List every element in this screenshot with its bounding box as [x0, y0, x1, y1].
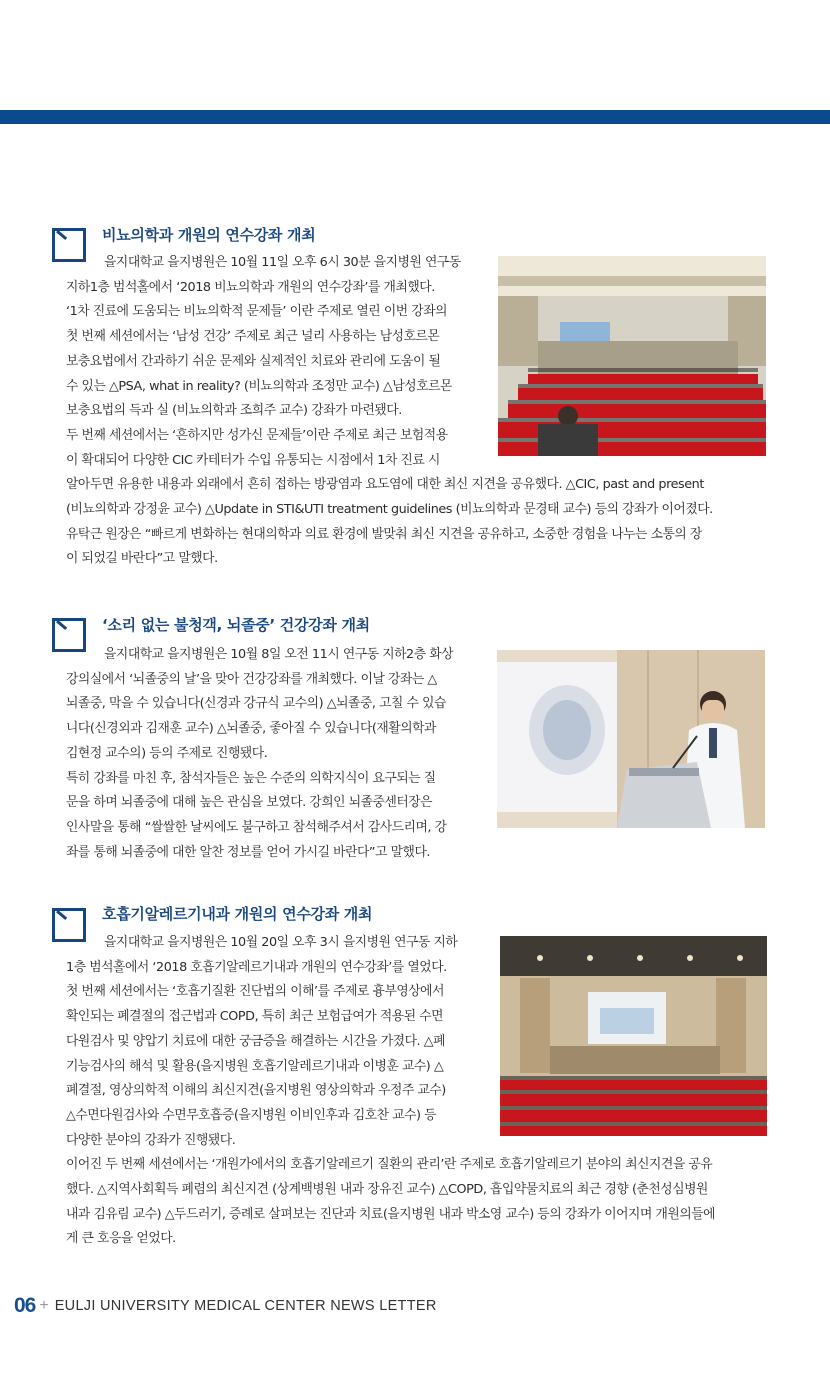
body-line: 이어진 두 번째 세션에서는 ‘개원가에서의 호흡기알레르기 질환의 관리’란 주제로 호흡기알레르기 분야의 최신지견을 공유	[66, 1157, 713, 1173]
body-line: 보충요법의 득과 실 (비뇨의학과 조희주 교수) 강좌가 마련됐다.	[66, 403, 402, 419]
body-line: 이 되었길 바란다”고 말했다.	[66, 551, 218, 567]
body-line: 을지대학교 을지병원은 10월 11일 오후 6시 30분 을지병원 연구동	[104, 255, 461, 270]
body-line: (비뇨의학과 강정윤 교수) △Update in STI&UTI treatment guidelines (비뇨의학과 문경태 교수) 등의 강좌가 이어졌다.	[66, 502, 713, 518]
page-number: 06	[14, 1294, 36, 1317]
body-line: 보충요법에서 간과하기 쉬운 문제와 실제적인 치료와 관리에 도움이 될	[66, 353, 441, 369]
section-title: 호흡기알레르기내과 개원의 연수강좌 개최	[102, 905, 373, 923]
page-footer	[14, 1294, 437, 1318]
body-line: △수면다원검사와 수면무호흡증(을지병원 이비인후과 김호찬 교수) 등	[66, 1107, 437, 1123]
body-line: 다원검사 및 양압기 치료에 대한 궁금증을 해결하는 시간을 가졌다. △폐	[66, 1033, 446, 1049]
body-line: 1층 범석홀에서 ‘2018 호흡기알레르기내과 개원의 연수강좌’를 열었다.	[66, 959, 447, 975]
plus-separator: +	[39, 1297, 49, 1314]
body-line: 좌를 통해 뇌졸중에 대한 알찬 정보를 얻어 가시길 바란다”고 말했다.	[66, 844, 430, 860]
lecturer-photo	[497, 650, 765, 828]
auditorium-photo	[498, 256, 766, 456]
body-line: 게 큰 호응을 얻었다.	[66, 1231, 176, 1247]
body-line: 뇌졸중, 막을 수 있습니다(신경과 강규식 교수의) △뇌졸중, 고칠 수 있습	[66, 696, 446, 712]
body-line: 내과 김유림 교수) △두드러기, 증례로 살펴보는 진단과 치료(을지병원 내과 박소영 교수) 등의 강좌가 이어지며 개원의들에	[66, 1206, 716, 1222]
section-title: 비뇨의학과 개원의 연수강좌 개최	[102, 226, 316, 244]
seminar-hall-photo	[500, 936, 767, 1136]
body-line: 기능검사의 해석 및 활용(을지병원 호흡기알레르기내과 이병훈 교수) △	[66, 1058, 444, 1074]
body-line: 수 있는 △PSA, what in reality? (비뇨의학과 조정만 교수) △남성호르몬	[66, 378, 452, 394]
body-line: 두 번째 세션에서는 ‘흔하지만 성가신 문제들’이란 주제로 최근 보험적용	[66, 427, 448, 443]
body-line: ‘1차 진료에 도움되는 비뇨의학적 문제들’ 이란 주제로 열린 이번 강좌의	[66, 304, 448, 320]
newsletter-title: EULJI UNIVERSITY MEDICAL CENTER NEWS LETTER	[54, 1298, 437, 1314]
body-line: 을지대학교 을지병원은 10월 8일 오전 11시 연구동 지하2층 화상	[104, 647, 454, 662]
body-line: 다양한 분야의 강좌가 진행됐다.	[66, 1132, 236, 1148]
body-line: 이 확대되어 다양한 CIC 카테터가 수입 유통되는 시점에서 1차 진료 시	[66, 452, 440, 468]
body-line: 니다(신경외과 김재훈 교수) △뇌졸중, 좋아질 수 있습니다(재활의학과	[66, 721, 436, 737]
body-line: 확인되는 폐결절의 접근법과 COPD, 특히 최근 보험급여가 적용된 수면	[66, 1009, 444, 1025]
header-accent-bar	[0, 110, 830, 124]
body-line: 폐결절, 영상의학적 이해의 최신지견(을지병원 영상의학과 우정주 교수)	[66, 1083, 446, 1099]
section-title: ‘소리 없는 불청객, 뇌졸중’ 건강강좌 개최	[102, 616, 370, 634]
body-line: 강의실에서 ‘뇌졸중의 날’을 맞아 건강강좌를 개최했다. 이날 강좌는 △	[66, 671, 437, 687]
body-line: 첫 번째 세션에서는 ‘남성 건강’ 주제로 최근 널리 사용하는 남성호르몬	[66, 329, 440, 345]
body-line: 했다. △지역사회획득 폐렴의 최신지견 (상계백병원 내과 장유진 교수) △COPD, 흡입약물치료의 최근 경향 (춘천성심병원	[66, 1182, 708, 1198]
body-line: 지하1층 범석홀에서 ‘2018 비뇨의학과 개원의 연수강좌’를 개최했다.	[66, 279, 435, 295]
body-line: 유탁근 원장은 “빠르게 변화하는 현대의학과 의료 환경에 발맞춰 최신 지견을 공유하고, 소중한 경험을 나누는 소통의 장	[66, 526, 702, 542]
body-line: 특히 강좌를 마친 후, 참석자들은 높은 수준의 의학지식이 요구되는 질	[66, 770, 436, 786]
body-line: 문을 하며 뇌졸중에 대해 높은 관심을 보였다. 강희인 뇌졸중센터장은	[66, 795, 433, 811]
body-line: 첫 번째 세션에서는 ‘호흡기질환 진단법의 이해’를 주제로 흉부영상에서	[66, 984, 445, 1000]
article-body	[66, 643, 453, 865]
body-line: 김현정 교수의) 등의 주제로 진행됐다.	[66, 745, 268, 761]
body-line: 을지대학교 을지병원은 10월 20일 오후 3시 을지병원 연구동 지하	[104, 935, 458, 950]
body-line: 알아두면 유용한 내용과 외래에서 흔히 접하는 방광염과 요도염에 대한 최신 지견을 공유했다. △CIC, past and present	[66, 477, 704, 493]
body-line: 인사말을 통해 “쌀쌀한 날씨에도 불구하고 참석해주셔서 감사드리며, 강	[66, 819, 447, 835]
